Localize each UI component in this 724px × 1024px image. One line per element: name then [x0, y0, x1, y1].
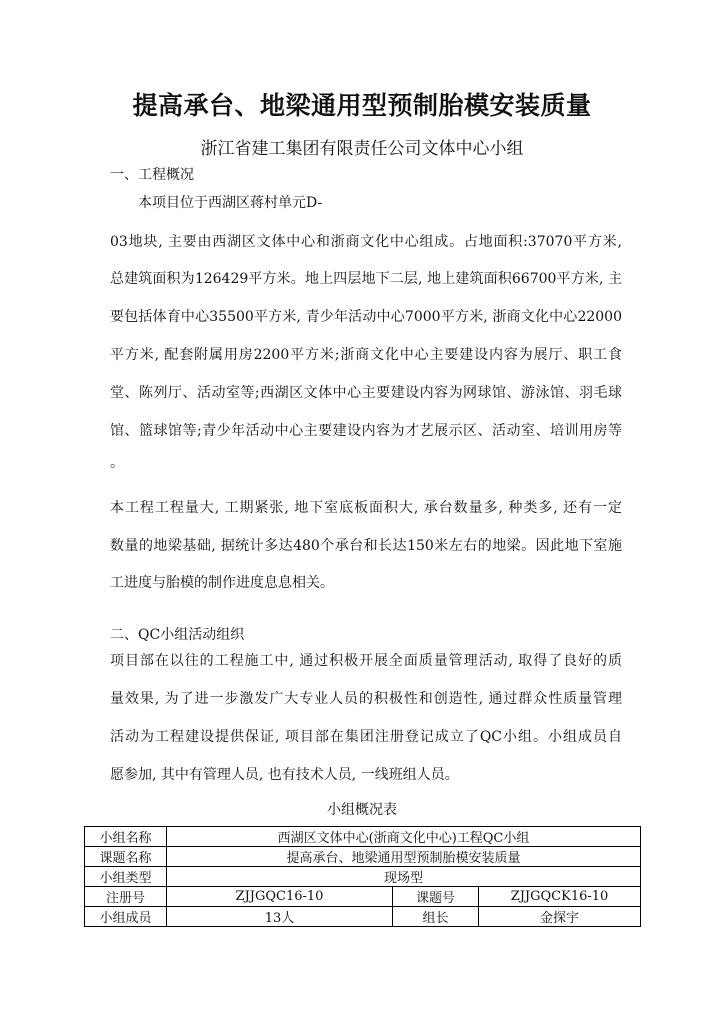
section-1-heading: 一、工程概况 [110, 167, 194, 183]
paragraph-line: 数量的地梁基础, 据统计多达480个承台和长达150米左右的地梁。因此地下室施 [110, 538, 622, 554]
paragraph-line: 项目部在以往的工程施工中, 通过积极开展全面质量管理活动, 取得了良好的质 [110, 653, 622, 669]
table-row [85, 827, 641, 847]
paragraph-line: 要包括体育中心35500平方米, 青少年活动中心7000平方米, 浙商文化中心22000 [110, 309, 622, 325]
leader-value: 金探宇 [479, 907, 641, 927]
paragraph-line: 堂、陈列厅、活动室等;西湖区文体中心主要建设内容为网球馆、游泳馆、羽毛球 [110, 385, 622, 401]
group-name-value: 西湖区文体中心(浙商文化中心)工程QC小组 [167, 827, 641, 847]
paragraph-line: 量效果, 为了进一步激发广大专业人员的积极性和创造性, 通过群众性质量管理 [110, 691, 622, 707]
group-type-label: 小组类型 [85, 867, 167, 887]
paragraph-line: 工进度与胎模的制作进度息息相关。 [110, 575, 334, 591]
paragraph-line: 愿参加, 其中有管理人员, 也有技术人员, 一线班组人员。 [110, 767, 459, 783]
document-subtitle: 浙江省建工集团有限责任公司文体中心小组 [200, 139, 524, 159]
table-row [85, 907, 641, 927]
topic-name-value: 提高承台、地梁通用型预制胎模安装质量 [167, 847, 641, 867]
topic-name-label: 课题名称 [85, 847, 167, 867]
table-row [85, 887, 641, 907]
paragraph-line: 本工程工程量大, 工期紧张, 地下室底板面积大, 承台数量多, 种类多, 还有一定 [110, 500, 622, 516]
members-label: 小组成员 [85, 907, 167, 927]
leader-label: 组长 [393, 907, 479, 927]
table-row [85, 847, 641, 867]
document-title: 提高承台、地梁通用型预制胎模安装质量 [132, 91, 592, 120]
group-type-value: 现场型 [167, 867, 641, 887]
paragraph-line: 活动为工程建设提供保证, 项目部在集团注册登记成立了QC小组。小组成员自 [110, 729, 622, 745]
reg-no-label: 注册号 [85, 887, 167, 907]
paragraph-line: 。 [110, 455, 124, 471]
reg-no-value: ZJJGQC16-10 [167, 887, 393, 907]
group-info-table [84, 826, 641, 927]
paragraph-line: 总建筑面积为126429平方米。地上四层地下二层, 地上建筑面积66700平方米, 主 [110, 271, 622, 287]
topic-no-value: ZJJGQCK16-10 [479, 887, 641, 907]
paragraph-line: 馆、篮球馆等;青少年活动中心主要建设内容为才艺展示区、活动室、培训用房等 [110, 423, 622, 439]
paragraph-line: 本项目位于西湖区蒋村单元D- [138, 195, 323, 211]
group-name-label: 小组名称 [85, 827, 167, 847]
paragraph-line: 平方米, 配套附属用房2200平方米;浙商文化中心主要建设内容为展厅、职工食 [110, 347, 622, 363]
topic-no-label: 课题号 [393, 887, 479, 907]
paragraph-line: 03地块, 主要由西湖区文体中心和浙商文化中心组成。占地面积:37070平方米, [110, 234, 622, 250]
table-caption: 小组概况表 [327, 802, 397, 818]
table-row [85, 867, 641, 887]
section-2-heading: 二、QC小组活动组织 [110, 627, 245, 643]
members-value: 13人 [167, 907, 393, 927]
